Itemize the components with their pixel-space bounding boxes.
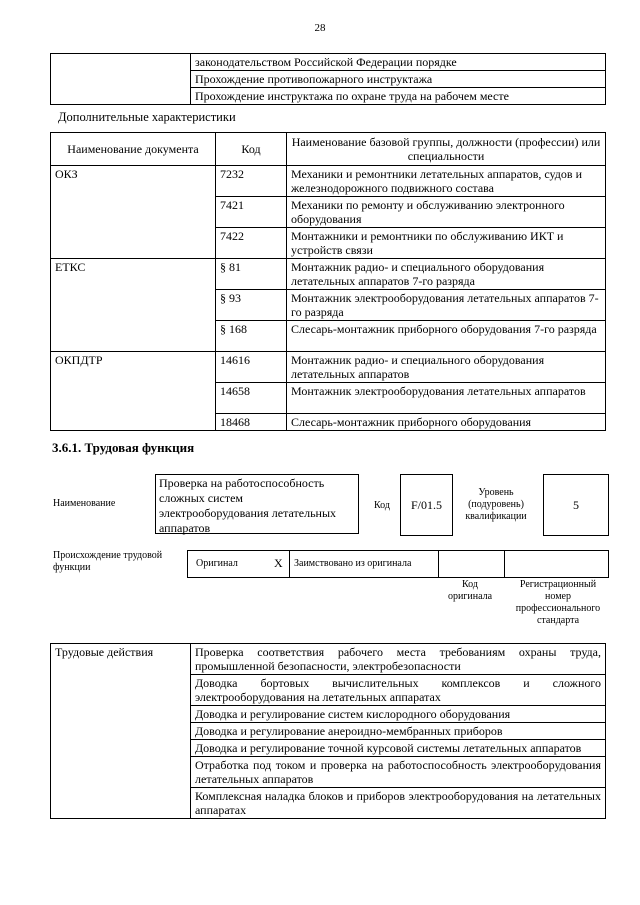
table-row: Комплексная наладка блоков и приборов электрооборудования на летательных аппаратах bbox=[191, 788, 606, 819]
reg-number-label: Регистрационный номер профессионального стандарта bbox=[515, 579, 601, 626]
divider bbox=[289, 551, 290, 577]
code-cell: 14658 bbox=[216, 383, 287, 414]
table-row: Доводка и регулирование систем кислородного оборудования bbox=[191, 706, 606, 723]
name-cell: Механики и ремонтники летательных аппаратов, судов и железнодорожного подвижного состава bbox=[287, 166, 606, 197]
level-box: 5 bbox=[543, 474, 609, 536]
header-doc: Наименование документа bbox=[51, 133, 216, 166]
table-row: Доводка бортовых вычислительных комплексов и сложного электрооборудования на летательных аппаратах bbox=[191, 675, 606, 706]
code-cell: 7232 bbox=[216, 166, 287, 197]
doc-cell: ОКЗ bbox=[51, 166, 216, 259]
code-cell: § 168 bbox=[216, 321, 287, 352]
name-cell: Механики по ремонту и обслуживанию электронного оборудования bbox=[287, 197, 606, 228]
code-cell: 7421 bbox=[216, 197, 287, 228]
labor-actions-label: Трудовые действия bbox=[51, 644, 191, 819]
doc-cell: ОКПДТР bbox=[51, 352, 216, 431]
divider bbox=[438, 551, 439, 577]
table-row: Прохождение инструктажа по охране труда на рабочем месте bbox=[191, 88, 606, 105]
code-cell: 18468 bbox=[216, 414, 287, 431]
table-row: Доводка и регулирование точной курсовой системы летательных аппаратов bbox=[191, 740, 606, 757]
header-name: Наименование базовой группы, должности (профессии) или специальности bbox=[287, 133, 606, 166]
origin-row bbox=[187, 550, 609, 578]
characteristics-table bbox=[50, 132, 606, 431]
origin-label: Происхождение трудовой функции bbox=[53, 550, 163, 573]
code-cell: § 81 bbox=[216, 259, 287, 290]
original-mark: X bbox=[274, 556, 283, 570]
additional-characteristics-label: Дополнительные характеристики bbox=[58, 110, 236, 124]
table-row: Доводка и регулирование анероидно-мембранных приборов bbox=[191, 723, 606, 740]
table-row: Отработка под током и проверка на работоспособность электрооборудования летательных аппаратов bbox=[191, 757, 606, 788]
name-cell: Монтажник радио- и специального оборудования летательных аппаратов bbox=[287, 352, 606, 383]
function-name-box: Проверка на работоспособность сложных систем электрооборудования летательных аппаратов bbox=[155, 474, 359, 534]
code-box: F/01.5 bbox=[400, 474, 453, 536]
table-row: законодательством Российской Федерации порядке bbox=[191, 54, 606, 71]
name-cell: Монтажники и ремонтники по обслуживанию ИКТ и устройств связи bbox=[287, 228, 606, 259]
name-cell: Монтажник радио- и специального оборудования летательных аппаратов 7-го разряда bbox=[287, 259, 606, 290]
doc-cell: ЕТКС bbox=[51, 259, 216, 352]
level-label: Уровень (подуровень) квалификации bbox=[465, 487, 527, 522]
code-cell: § 93 bbox=[216, 290, 287, 321]
name-cell: Монтажник электрооборудования летательных аппаратов bbox=[287, 383, 606, 414]
table-row: Прохождение противопожарного инструктажа bbox=[191, 71, 606, 88]
borrowed-label: Заимствовано из оригинала bbox=[294, 558, 412, 569]
table-row: Проверка соответствия рабочего места требованиям охраны труда, промышленной безопасности, электробезопасности bbox=[191, 644, 606, 675]
name-cell: Монтажник электрооборудования летательных аппаратов 7-го разряда bbox=[287, 290, 606, 321]
section-title: 3.6.1. Трудовая функция bbox=[52, 440, 195, 455]
page-number: 28 bbox=[314, 22, 326, 34]
original-label: Оригинал bbox=[196, 558, 238, 569]
code-original-label: Код оригинала bbox=[447, 579, 493, 602]
header-code: Код bbox=[216, 133, 287, 166]
code-cell: 14616 bbox=[216, 352, 287, 383]
name-cell: Слесарь-монтажник приборного оборудования bbox=[287, 414, 606, 431]
continued-actions-table bbox=[50, 53, 606, 105]
table-label-cell bbox=[51, 54, 191, 105]
name-cell: Слесарь-монтажник приборного оборудования 7-го разряда bbox=[287, 321, 606, 352]
labor-actions-table bbox=[50, 643, 606, 819]
code-cell: 7422 bbox=[216, 228, 287, 259]
code-label: Код bbox=[374, 500, 390, 511]
name-label: Наименование bbox=[53, 498, 116, 509]
divider bbox=[504, 551, 505, 577]
